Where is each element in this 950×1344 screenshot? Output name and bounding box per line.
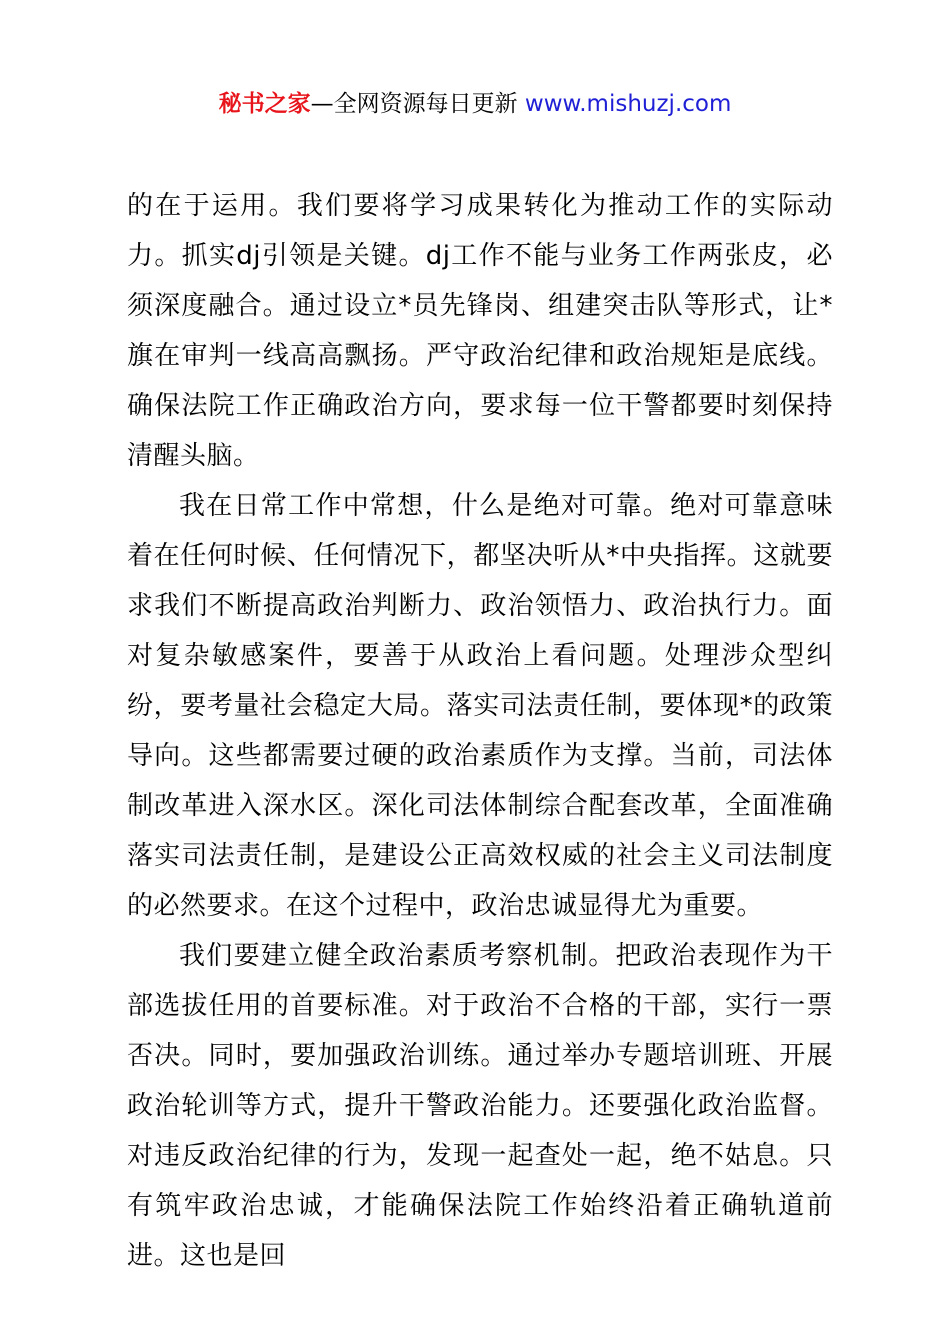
brand-name: 秘书之家 <box>218 91 311 117</box>
page-header <box>0 86 950 122</box>
site-url-link[interactable]: www.mishuzj.com <box>524 91 732 117</box>
paragraph: 我在日常工作中常想，什么是绝对可靠。绝对可靠意味着在任何时候、任何情况下，都坚决听从*中央指挥。这就要求我们不断提高政治判断力、政治领悟力、政治执行力。面对复杂敏感案件，要善于从政治上看问题。处理涉众型纠纷，要考量社会稳定大局。落实司法责任制，要体现*的政策导向。这些都需要过硬的政治素质作为支撑。当前，司法体制改革进入深水区。深化司法体制综合配套改革，全面准确落实司法责任制，是建设公正高效权威的社会主义司法制度的必然要求。在这个过程中，政治忠诚显得尤为重要。 <box>127 491 833 921</box>
header-slogan: —全网资源每日更新 <box>310 91 525 117</box>
document-body <box>127 181 833 1281</box>
paragraph: 我们要建立健全政治素质考察机制。把政治表现作为干部选拔任用的首要标准。对于政治不合格的干部，实行一票否决。同时，要加强政治训练。通过举办专题培训班、开展政治轮训等方式，提升干警政治能力。还要强化政治监督。对违反政治纪律的行为，发现一起查处一起，绝不姑息。只有筑牢政治忠诚，才能确保法院工作始终沿着正确轨道前进。这也是回 <box>127 941 833 1271</box>
paragraph-continuation: 的在于运用。我们要将学习成果转化为推动工作的实际动力。抓实dj引领是关键。dj工作不能与业务工作两张皮，必须深度融合。通过设立*员先锋岗、组建突击队等形式，让*旗在审判一线高高飘扬。严守政治纪律和政治规矩是底线。确保法院工作正确政治方向，要求每一位干警都要时刻保持清醒头脑。 <box>127 191 833 471</box>
